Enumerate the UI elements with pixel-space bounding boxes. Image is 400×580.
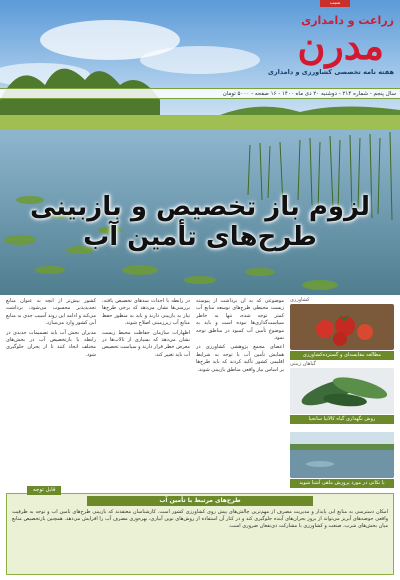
issue-info-bar [0, 88, 400, 99]
side-story-caption: مطالعه مقایسه‌ای و گسترده‌کشاورزی [290, 351, 394, 360]
masthead-subtitle: زراعت و دامداری [301, 14, 394, 27]
side-story-2[interactable] [290, 361, 394, 424]
masthead-tagline: هفته نامه تخصصی کشاورزی و دامداری [267, 68, 394, 76]
issue-info-text: سال پنجم - شماره ۲۱۴ - دوشنبه ۲۰ دی ماه ۱۴۰۰ - ۱۶ صفحه - ۵۰۰۰ تومان [222, 90, 396, 97]
side-story-tag: کشاورزی [290, 297, 310, 303]
headline-line-2: طرح‌های تأمین آب [83, 222, 317, 252]
top-tab: سیب [320, 0, 350, 7]
article-column-2 [102, 298, 190, 490]
masthead [244, 0, 394, 95]
side-story-image-pond [290, 432, 394, 478]
side-story-3[interactable] [290, 432, 394, 488]
paragraph: کشور بیش‌تر از آنچه به عنوان منابع تجدیدپذیر محسوب می‌شود، برداشت می‌کند و ادامه این روند آسیب جدی به منابع آبی کشور وارد می‌سازد. [6, 298, 96, 327]
side-story-image-plant [290, 368, 394, 414]
bottom-heading: طرح‌های مرتبط با تأمین آب [87, 496, 313, 506]
side-story-caption: روش نگهداری گیاه کالاتیا سانجیا [290, 415, 394, 424]
bottom-feature-box [6, 487, 394, 575]
article-column-3 [6, 298, 96, 490]
side-story-image-tomatoes [290, 304, 394, 350]
paragraph: اظهارات سازمان حفاظت محیط زیست نشان می‌دهد که بسیاری از تالاب‌ها در معرض خطر قرار دارند و سیاست تخصیص آب باید تغییر کند. [102, 329, 190, 358]
paragraph: موضوعی که به آن برداشت از پیوسته زیست محیطی طرح‌های توسعه منابع آب کمتر توجه شده، تنها به خاطر سیاست‌گذاری‌ها نبوده است و باید به موضوع تأمین آب کمبود در مناطق توجه نمود. [196, 298, 284, 342]
article-column-1 [196, 298, 284, 490]
paragraph: در رابطه با احداث سدهای تخصیص یافته، بررسی‌ها نشان می‌دهد که برخی طرح‌ها نیاز به بازبینی دارند و باید به منظور حفظ منابع آب زیرزمینی اصلاح شوند. [102, 298, 190, 327]
article-body [0, 298, 400, 490]
side-story-tag: گیاهان زینتی [290, 361, 316, 367]
main-headline [20, 192, 380, 252]
masthead-logo: مدرن [297, 23, 384, 68]
paragraph: اعضای مجمع پژوهشی کشاورزی در همایش تأمین آب با توجه به شرایط اقلیمی کشور تأکید کردند که باید طرح‌ها بر اساس نیاز واقعی مناطق بازبینی شوند. [196, 344, 284, 373]
bottom-section-label: قابل توجه [27, 486, 61, 495]
side-story-caption: با نکاتی در مورد پرورش ماهی آشنا شوید [290, 479, 394, 488]
side-story-1[interactable] [290, 297, 394, 360]
headline-line-1: لزوم باز تخصیص و بازبینی [29, 192, 370, 222]
bottom-text: امکان دسترسی به منابع آبی پایدار و مدیریت مصرف از مهم‌ترین چالش‌های پیش روی کشاورزی کشور است. کارشناسان معتقدند که بازبینی طرح‌های تأمین آب و توجه به ظرفیت واقعی حوضه‌های آبریز می‌تواند از بروز بحران‌های آینده جلوگیری کند و در کنار آن استفاده از روش‌های نوین آبیاری، بهره‌وری مصرف آب را افزایش می‌دهد. همچنین بازتخصیص منابع میان بخش‌های شرب، صنعت و کشاورزی با مشارکت ذی‌نفعان ضروری است. [12, 509, 388, 530]
side-panel [290, 298, 394, 490]
paragraph: مدیران بخش آب باید تصمیمات جدیدی در رابطه با بازتخصیص آب در بخش‌های مختلف اتخاذ کنند تا از بحران جلوگیری شود. [6, 329, 96, 358]
